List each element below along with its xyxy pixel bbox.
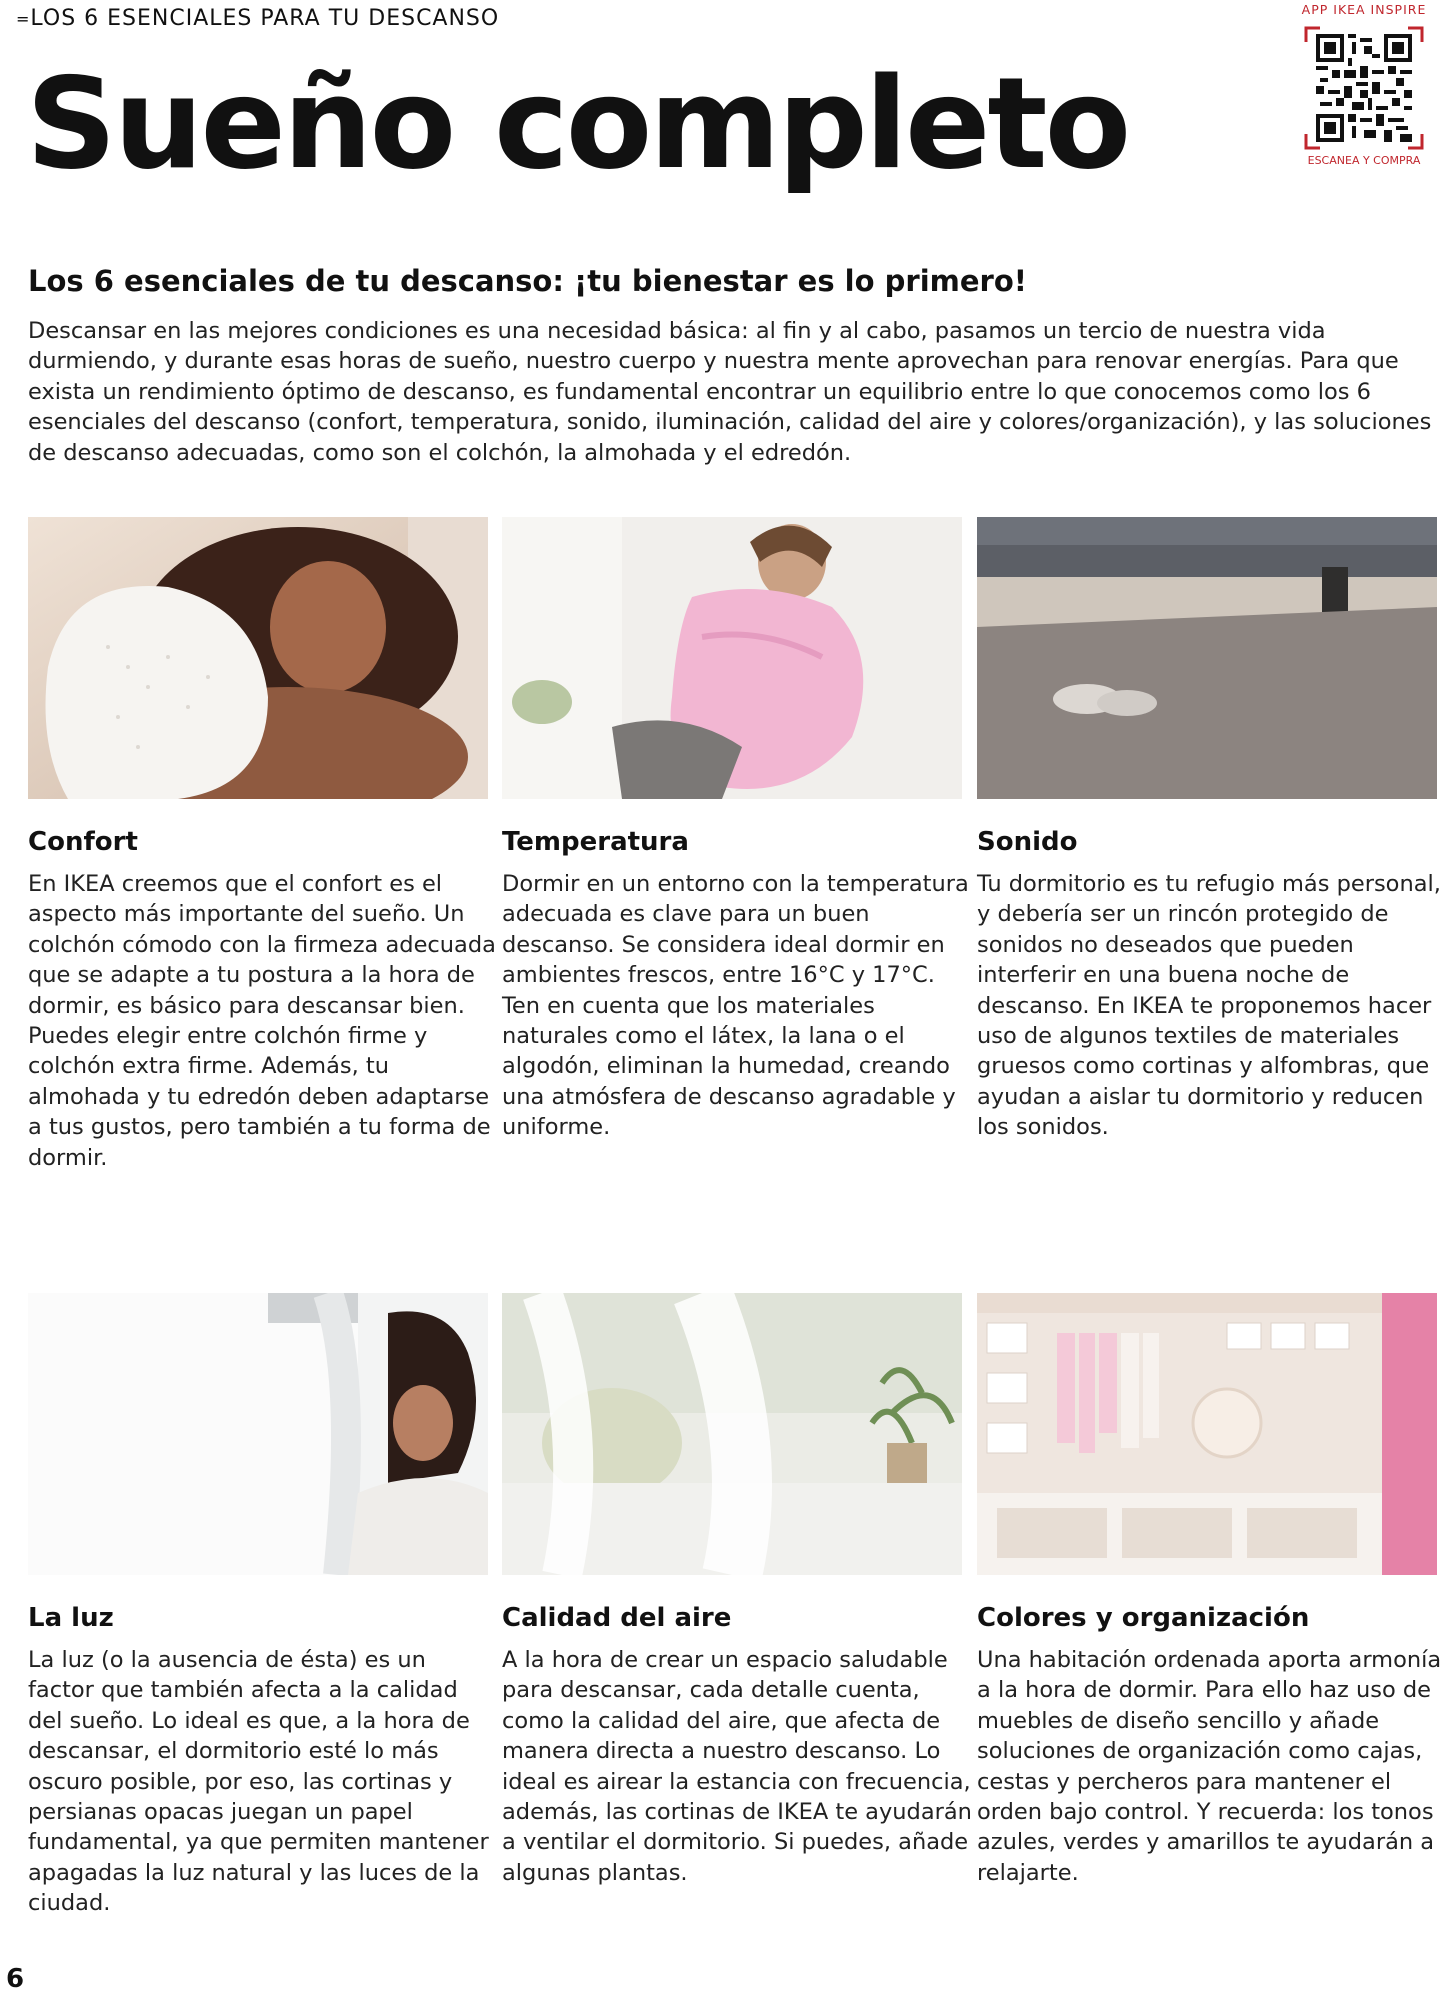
card-text: A la hora de crear un espacio saludable para descansar, cada detalle cuenta, como la calidad del aire, que afecta de manera directa a nuestro descanso. Lo ideal es airear la estancia con frecuencia, además, las cortinas de IKEA te ayudarán a ventilar el dormitorio. Si puedes, añade algunas plantas. — [502, 1647, 972, 1886]
qr-code-block[interactable] — [1296, 0, 1432, 170]
photo-wardrobe-organization — [977, 1293, 1437, 1575]
photo-curtains-and-plant — [502, 1293, 962, 1575]
card-title: Confort — [28, 827, 138, 857]
kicker-text: LOS 6 ESENCIALES PARA TU DESCANSO — [30, 6, 500, 31]
page-number: 6 — [6, 1964, 25, 1994]
photo-woman-hugging-pillow — [28, 517, 488, 799]
card-title: Temperatura — [502, 827, 689, 857]
qr-top-label: APP IKEA INSPIRE — [1301, 2, 1427, 17]
card-title: Calidad del aire — [502, 1603, 732, 1633]
card-text: Tu dormitorio es tu refugio más personal, y debería ser un rincón protegido de sonidos no deseados que pueden interferir en una buena noche de descanso. En IKEA te proponemos hacer uso de algunos textiles de materiales gruesos como cortinas y alfombras, que ayudan a aislar tu dormitorio y reducen los sonidos. — [977, 871, 1441, 1141]
section-kicker — [16, 6, 499, 31]
intro-paragraph: Descansar en las mejores condiciones es una necesidad básica: al fin y al cabo, pasamos un tercio de nuestra vida durmiendo, y durante esas horas de sueño, nuestro cuerpo y nuestra mente aprovechan para renovar energías. Para que exista un rendimiento óptimo de descanso, es fundamental encontrar un equilibrio entre lo que conocemos como los 6 esenciales del descanso (confort, temperatura, sonido, iluminación, calidad del aire y colores/organización), y las soluciones de descanso adecuadas, como son el colchón, la almohada y el edredón. — [28, 318, 1432, 466]
card-text: Dormir en un entorno con la temperatura adecuada es clave para un buen descanso. Se considera ideal dormir en ambientes frescos, entre 16°C y 17°C. Ten en cuenta que los materiales naturales como el látex, la lana o el algodón, eliminan la humedad, creando una atmósfera de descanso agradable y uniforme. — [502, 871, 969, 1141]
section-subtitle: Los 6 esenciales de tu descanso: ¡tu bienestar es lo primero! — [28, 264, 1027, 298]
card-title: La luz — [28, 1603, 114, 1633]
card-title: Colores y organización — [977, 1603, 1310, 1633]
photo-woman-with-duvet — [502, 517, 962, 799]
photo-rug-and-slippers — [977, 517, 1437, 799]
page-title: Sueño completo — [26, 50, 1129, 197]
card-title: Sonido — [977, 827, 1078, 857]
card-text: En IKEA creemos que el confort es el aspecto más importante del sueño. Un colchón cómodo con la firmeza adecuada que se adapte a tu postura a la hora de dormir, es básico para descansar bien. Puedes elegir entre colchón firme y colchón extra firme. Además, tu almohada y tu edredón deben adaptarse a tus gustos, pero también a tu forma de dormir. — [28, 871, 496, 1171]
qr-code-icon — [1316, 34, 1412, 142]
card-text: La luz (o la ausencia de ésta) es un factor que también afecta a la calidad del sueño. Lo ideal es que, a la hora de descansar, el dormitorio esté lo más oscuro posible, por eso, las cortinas y persianas opacas juegan un papel fundamental, ya que permiten mantener apagadas la luz natural y las luces de la ciudad. — [28, 1647, 489, 1917]
photo-woman-at-window — [28, 1293, 488, 1575]
card-text: Una habitación ordenada aporta armonía a la hora de dormir. Para ello haz uso de muebles de diseño sencillo y añade soluciones de organización como cajas, cestas y percheros para mantener el orden bajo control. Y recuerda: los tonos azules, verdes y amarillos te ayudarán a relajarte. — [977, 1647, 1442, 1886]
kicker-mark: = — [16, 9, 31, 29]
qr-bottom-label: ESCANEA Y COMPRA — [1307, 154, 1421, 167]
